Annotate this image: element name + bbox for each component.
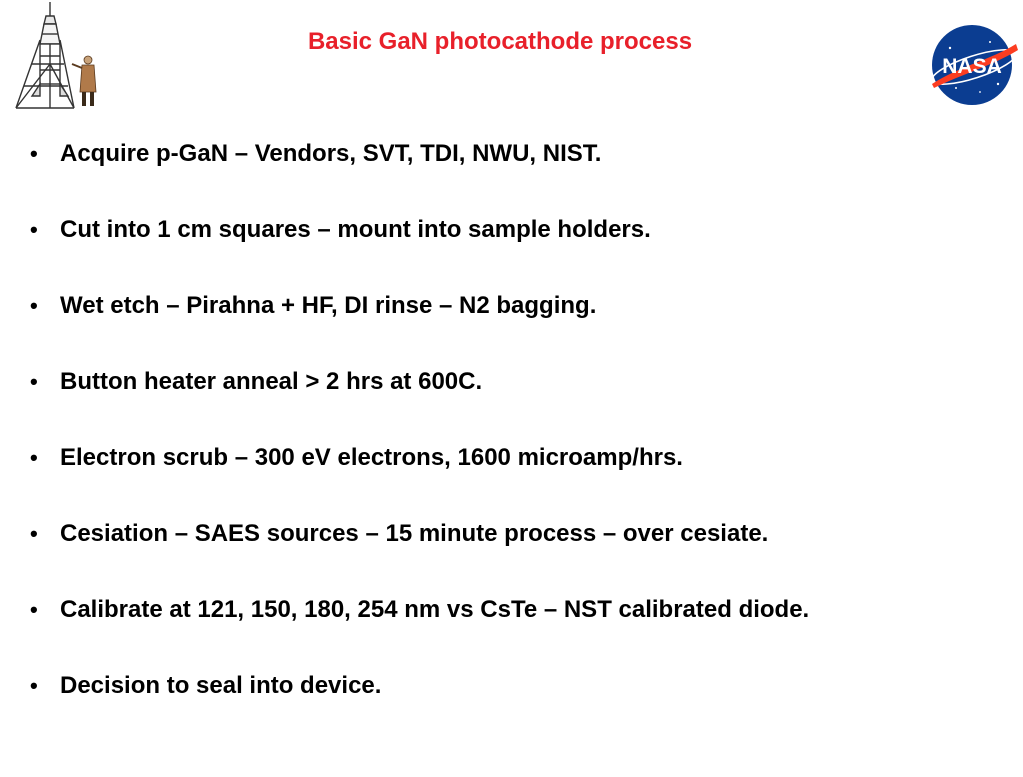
rocket-with-figure-illustration — [10, 0, 110, 118]
nasa-logo-text: NASA — [942, 55, 1002, 78]
bullet-text: Acquire p-GaN – Vendors, SVT, TDI, NWU, NIST. — [60, 140, 602, 167]
bullet-marker: • — [30, 673, 38, 698]
bullet-text: Electron scrub – 300 eV electrons, 1600 microamp/hrs. — [60, 444, 683, 471]
bullet-marker: • — [30, 445, 38, 470]
bullet-text: Button heater anneal > 2 hrs at 600C. — [60, 368, 483, 395]
bullet-text: Decision to seal into device. — [60, 672, 382, 699]
bullet-marker: • — [30, 597, 38, 622]
bullet-text: Wet etch – Pirahna + HF, DI rinse – N2 bagging. — [60, 292, 597, 319]
bullet-marker: • — [30, 369, 38, 394]
bullet-marker: • — [30, 521, 38, 546]
bullet-marker: • — [30, 141, 38, 166]
bullet-marker: • — [30, 217, 38, 242]
slide-title: Basic GaN photocathode process — [307, 28, 693, 55]
bullet-text: Cesiation – SAES sources – 15 minute process – over cesiate. — [60, 520, 769, 547]
nasa-logo — [920, 22, 1022, 108]
bullet-text: Cut into 1 cm squares – mount into sample holders. — [60, 216, 651, 243]
bullet-text: Calibrate at 121, 150, 180, 254 nm vs CsTe – NST calibrated diode. — [60, 596, 810, 623]
bullet-marker: • — [30, 293, 38, 318]
